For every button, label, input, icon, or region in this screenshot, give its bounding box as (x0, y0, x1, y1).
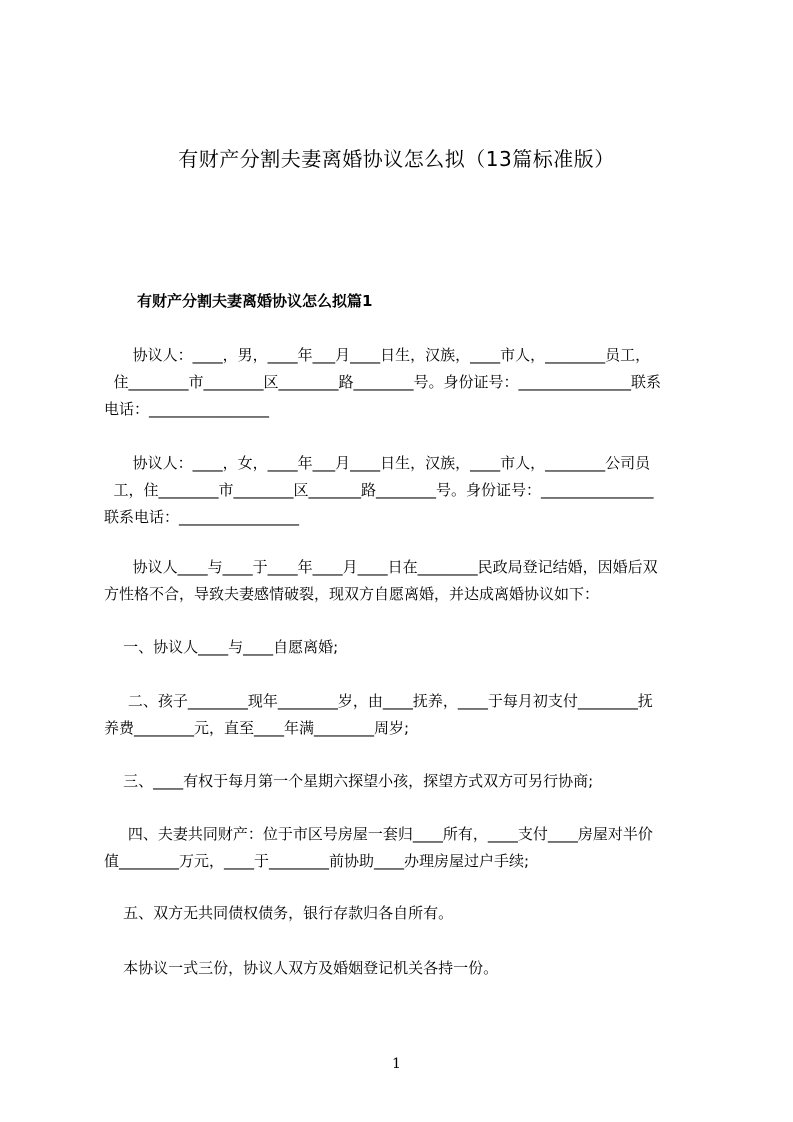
paragraph-party-male (104, 342, 700, 423)
closing-paragraph (104, 955, 700, 982)
clause-1 (104, 634, 700, 661)
paragraph-line: 三、____有权于每月第一个星期六探望小孩，探望方式双方可另行协商; (104, 772, 594, 790)
paragraph-line: 工，住________市________区_______路________号。身份证号：_______________ (104, 481, 654, 499)
clause-5 (104, 900, 700, 927)
clause-3 (104, 768, 700, 795)
paragraph-line: 协议人：____，女，____年___月____日生，汉族，____市人，________公司员 (104, 454, 651, 472)
paragraph-line: 方性格不合，导致夫妻感情破裂，现双方自愿离婚，并达成离婚协议如下： (104, 585, 600, 603)
clause-2 (104, 688, 700, 742)
paragraph-line: 二、孩子________现年________岁，由____抚养，____于每月初支付________抚 (104, 692, 653, 710)
paragraph-marriage-record (104, 554, 700, 608)
section-heading: 有财产分割夫妻离婚协议怎么拟篇1 (137, 292, 373, 310)
clause-4 (104, 821, 700, 875)
paragraph-line: 协议人____与____于____年____月____日在________民政局登记结婚，因婚后双 (104, 558, 658, 576)
paragraph-line: 本协议一式三份，协议人双方及婚姻登记机关各持一份。 (104, 959, 499, 977)
paragraph-line: 养费________元，直至____年满________周岁; (104, 719, 410, 737)
paragraph-line: 一、协议人____与____自愿离婚; (104, 638, 339, 656)
paragraph-line: 电话：________________ (104, 400, 270, 418)
document-title: 有财产分割夫妻离婚协议怎么拟（13篇标准版） (178, 147, 615, 171)
page-number: 1 (392, 1056, 401, 1072)
paragraph-line: 协议人：____，男，____年___月____日生，汉族，____市人，________员工， (104, 346, 651, 364)
paragraph-line: 五、双方无共同债权债务，银行存款归各自所有。 (104, 904, 454, 922)
paragraph-line: 值________万元，____于________前协助____办理房屋过户手续; (104, 852, 530, 870)
paragraph-line: 四、夫妻共同财产：位于市区号房屋一套归____所有，____支付____房屋对半价 (104, 825, 653, 843)
paragraph-line: 联系电话：________________ (104, 508, 300, 526)
paragraph-line: 住________市________区________路________号。身份证号：_______________联系 (104, 373, 662, 391)
paragraph-party-female (104, 450, 700, 531)
